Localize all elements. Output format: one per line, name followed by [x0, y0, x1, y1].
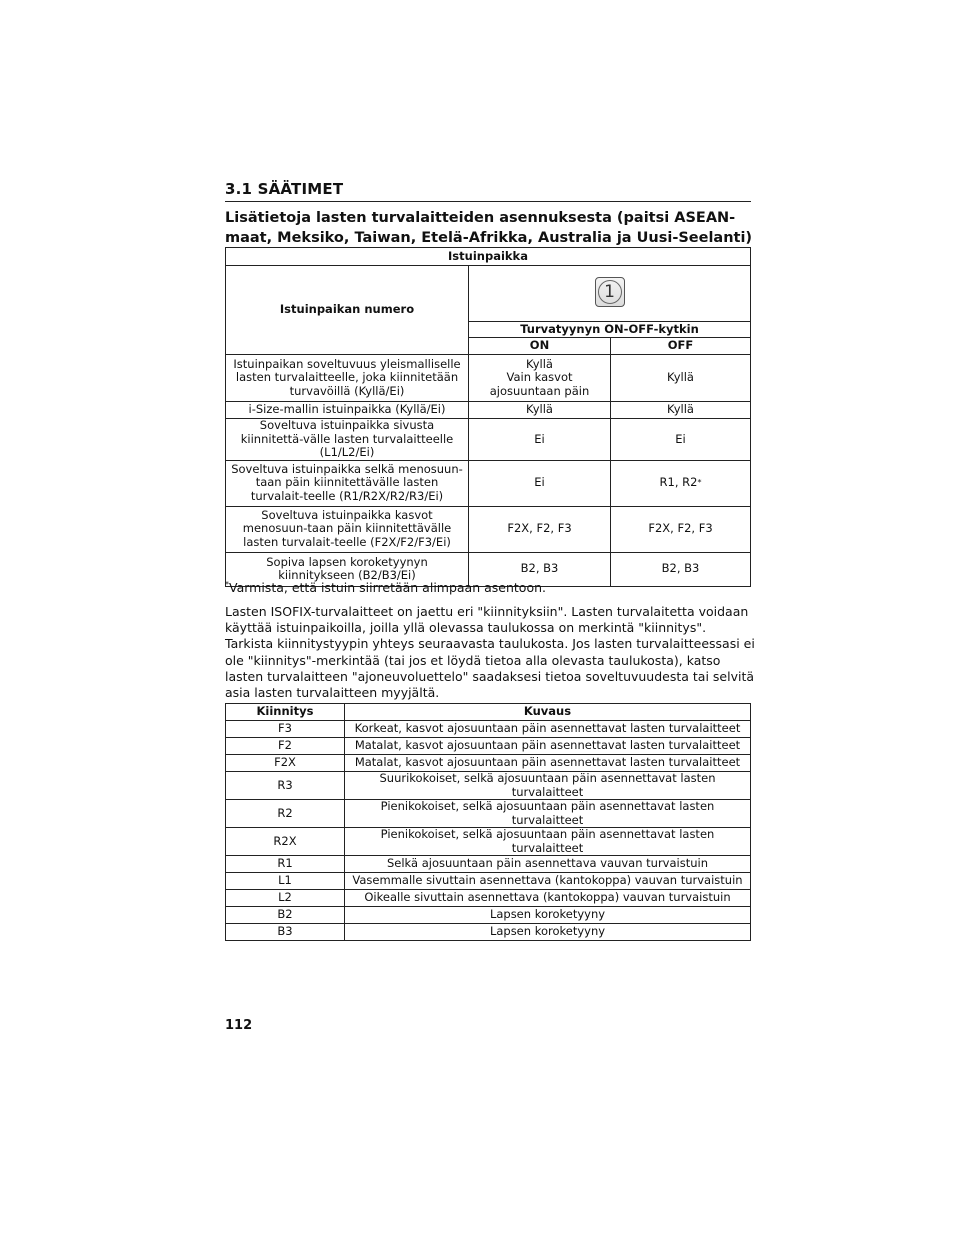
- fixture-description: Selkä ajosuuntaan päin asennettava vauvan turvaistuin: [345, 856, 751, 873]
- footnote-marker: *: [697, 478, 702, 488]
- row-label: Soveltuva istuinpaikka sivusta kiinnitettä-välle lasten turvalaitteelle (L1/L2/Ei): [226, 419, 469, 461]
- footnote-marker: *: [225, 580, 229, 589]
- row-on-value: Ei: [469, 460, 611, 506]
- col-description-header: Kuvaus: [345, 704, 751, 721]
- table-row: [226, 873, 751, 890]
- fixture-code: R3: [226, 772, 345, 800]
- table-row: [226, 856, 751, 873]
- fixture-code: B2: [226, 907, 345, 924]
- seat-number: 1: [598, 280, 622, 304]
- fixture-description: Matalat, kasvot ajosuuntaan päin asennettavat lasten turvalaitteet: [345, 738, 751, 755]
- fixture-description: Pienikokoiset, selkä ajosuuntaan päin asennettavat lasten turvalaitteet: [345, 828, 751, 856]
- section-header: [225, 179, 751, 202]
- section-title: 3.1 SÄÄTIMET: [225, 180, 344, 198]
- page-title: Lisätietoja lasten turvalaitteiden asennuksesta (paitsi ASEAN-maat, Meksiko, Taiwan, Etelä-Afrikka, Australia ja Uusi-Seelanti): [225, 210, 753, 246]
- body-paragraph: Lasten ISOFIX-turvalaitteet on jaettu eri "kiinnityksiin". Lasten turvalaitetta voidaan käyttää istuinpaikoilla, joilla yllä olevassa taulukossa on merkintä "kiinnitys". Tarkista kiinnitystyypin yhteys seuraavasta taulukosta. Jos lasten turvalaitteessasi ei ole "kiinnitys"-merkintää (tai jos et löydä tietoa alla olevasta taulukosta), katso lasten turvalaitteen "ajoneuvoluettelo" saadaksesi tietoa soveltuvuudesta tai selvitä asia lasten turvalaitteen myyjältä.: [225, 604, 755, 701]
- row-off-text: R1, R2: [659, 475, 698, 490]
- page-number: 112: [225, 1018, 253, 1033]
- row-label: i-Size-mallin istuinpaikka (Kyllä/Ei): [226, 402, 469, 419]
- fixture-code: L2: [226, 890, 345, 907]
- table-row: [226, 721, 751, 738]
- row-off-value: B2, B3: [611, 552, 751, 586]
- table-row: [226, 890, 751, 907]
- row-label: Sopiva lapsen koroketyynyn kiinnitykseen (B2/B3/Ei): [226, 552, 469, 586]
- row-on-value: B2, B3: [469, 552, 611, 586]
- row-on-text: Kyllä Vain kasvot ajosuuntaan päin: [489, 356, 590, 398]
- table-row: [226, 738, 751, 755]
- row-off-value: [611, 460, 751, 506]
- fixture-description: Vasemmalle sivuttain asennettava (kantokoppa) vauvan turvaistuin: [345, 873, 751, 890]
- row-label: Istuinpaikan soveltuvuus yleismalliselle lasten turvalaitteelle, joka kiinnitetään turvavöillä (Kyllä/Ei): [226, 355, 469, 402]
- footnote: [225, 580, 546, 595]
- fixture-description: Pienikokoiset, selkä ajosuuntaan päin asennettavat lasten turvalaitteet: [345, 800, 751, 828]
- fixture-description: Suurikokoiset, selkä ajosuuntaan päin asennettavat lasten turvalaitteet: [345, 772, 751, 800]
- footnote-text: Varmista, että istuin siirretään alimpaan asentoon.: [229, 580, 546, 595]
- table-row: [226, 828, 751, 856]
- fixture-description: Lapsen koroketyyny: [345, 907, 751, 924]
- seat-position-header: Istuinpaikka: [226, 248, 751, 266]
- fixture-code: F2X: [226, 755, 345, 772]
- fixture-code: L1: [226, 873, 345, 890]
- row-off-value: Kyllä: [611, 402, 751, 419]
- fixture-code: F3: [226, 721, 345, 738]
- seat-suitability-table: [225, 247, 751, 587]
- fixture-code: R2X: [226, 828, 345, 856]
- col-on-header: ON: [469, 338, 611, 355]
- row-on-value: F2X, F2, F3: [469, 506, 611, 552]
- row-on-value: Kyllä: [469, 402, 611, 419]
- fixture-description: Oikealle sivuttain asennettava (kantokoppa) vauvan turvaistuin: [345, 890, 751, 907]
- fixture-code: B3: [226, 924, 345, 941]
- row-off-value: Kyllä: [611, 355, 751, 402]
- table-row: [226, 800, 751, 828]
- fixture-description: Matalat, kasvot ajosuuntaan päin asennettavat lasten turvalaitteet: [345, 755, 751, 772]
- fixture-code: R2: [226, 800, 345, 828]
- airbag-switch-label: Turvatyynyn ON-OFF-kytkin: [469, 322, 751, 338]
- table-row: [226, 755, 751, 772]
- table-row: [226, 924, 751, 941]
- seat-1-icon: [595, 277, 625, 307]
- row-label: Soveltuva istuinpaikka kasvot menosuun-taan päin kiinnitettävälle lasten turvalait-teelle (F2X/F2/F3/Ei): [226, 506, 469, 552]
- fixture-description: Korkeat, kasvot ajosuuntaan päin asennettavat lasten turvalaitteet: [345, 721, 751, 738]
- fixture-description: Lapsen koroketyyny: [345, 924, 751, 941]
- fixture-code: F2: [226, 738, 345, 755]
- table-row: [226, 772, 751, 800]
- seat-number-label: Istuinpaikan numero: [226, 266, 469, 355]
- fixture-table: [225, 703, 751, 941]
- table-row: [226, 907, 751, 924]
- row-on-value: [469, 355, 611, 402]
- col-fixture-header: Kiinnitys: [226, 704, 345, 721]
- fixture-code: R1: [226, 856, 345, 873]
- row-off-value: Ei: [611, 419, 751, 461]
- col-off-header: OFF: [611, 338, 751, 355]
- row-label: Soveltuva istuinpaikka selkä menosuun-taan päin kiinnitettävälle lasten turvalait-teelle (R1/R2X/R2/R3/Ei): [226, 460, 469, 506]
- row-on-value: Ei: [469, 419, 611, 461]
- row-off-value: F2X, F2, F3: [611, 506, 751, 552]
- seat-number-cell: [469, 266, 751, 322]
